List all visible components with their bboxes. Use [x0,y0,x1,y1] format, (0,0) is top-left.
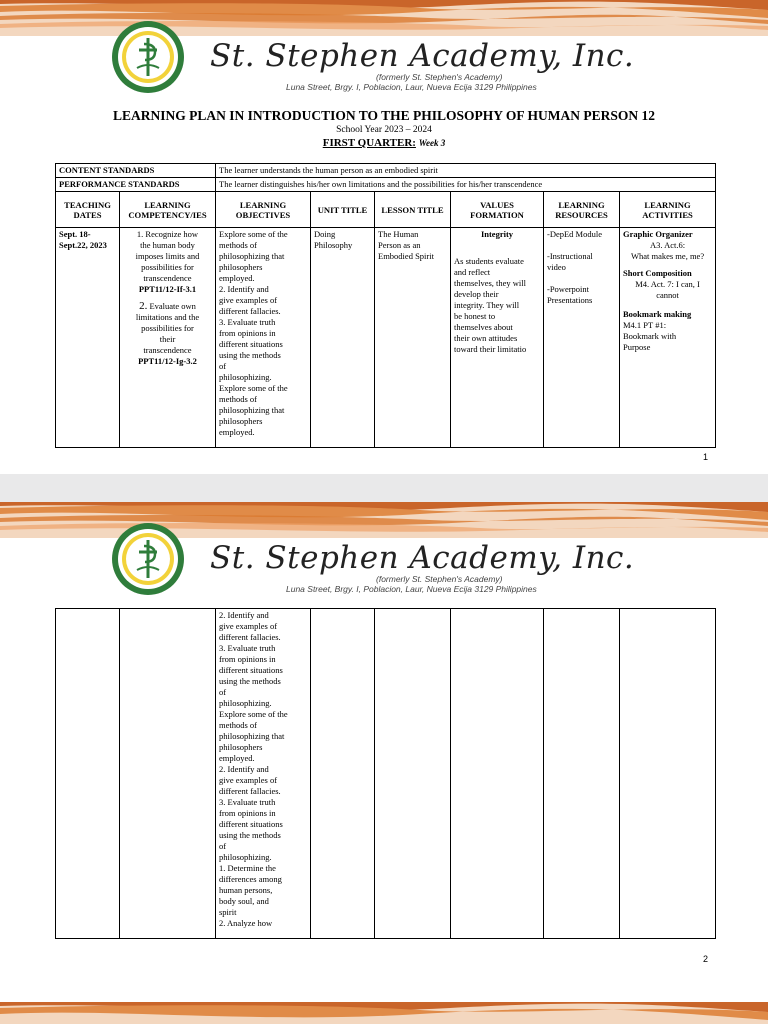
learning-plan-table-continued [55,608,716,939]
content-standards-value: The learner understands the human person as an embodied spirit [216,164,716,178]
school-former-name: (formerly St. Stephen's Academy) [376,72,503,82]
performance-standards-value: The learner distinguishes his/her own limitations and the possibilities for his/her transcendence [216,178,716,192]
page-2 [0,502,768,1024]
competency-1-text: 1. Recognize how the human body imposes limits and possibilities for transcendence [135,229,200,283]
week-label: Week 3 [418,138,446,148]
competency-2-number: 2. [139,300,148,312]
page-number: 2 [702,954,708,964]
values-body: As students evaluate and reflect themselves, they will develop their integrity. They will be honest to themselves about their own attitudes toward their limitatio [454,256,527,354]
school-seal-logo [111,20,185,94]
header-teaching-dates: TEACHING DATES [56,192,120,228]
activity-3-body: M4.1 PT #1: Bookmark with Purpose [623,320,677,352]
values-formation-cell [451,228,544,448]
competency-2-text: Evaluate own limitations and the possibilities for their transcendence [135,301,200,355]
lesson-title-cell: The Human Person as an Embodied Spirit [375,228,451,448]
content-standards-label: CONTENT STANDARDS [56,164,216,178]
resources-cell [544,609,620,939]
activities-cell [620,609,716,939]
lesson-title-cell [375,609,451,939]
page-1 [0,0,768,474]
competency-cell [120,228,216,448]
school-name: St. Stephen Academy, Inc. [210,38,635,74]
activities-cell [620,228,716,448]
quarter-heading [0,137,768,149]
competency-2-code: PPT11/12-Ig-3.2 [138,356,197,366]
competency-2 [123,301,212,356]
activity-1-heading: Graphic Organizer [623,229,693,239]
performance-standards-label: PERFORMANCE STANDARDS [56,178,216,192]
activity-2-body: M4. Act. 7: I can, I cannot [635,279,700,300]
header-learning-competency: LEARNING COMPETENCY/IES [120,192,216,228]
header-learning-activities: LEARNING ACTIVITIES [620,192,716,228]
learning-plan-table [55,163,716,448]
objectives-cell: Explore some of the methods of philosophizing that philosophers employed. 2. Identify and give examples of different fallacies. 3. Evaluate truth from opinions in different situations using the methods of philosophizing. Explore some of the methods of philosophizing that philosophers employed. [216,228,311,448]
teaching-dates-cell [56,609,120,939]
school-seal-logo [111,522,185,596]
values-formation-cell [451,609,544,939]
quarter-label: FIRST QUARTER: [322,137,416,149]
header-learning-objectives: LEARNING OBJECTIVES [216,192,311,228]
school-name: St. Stephen Academy, Inc. [210,540,635,576]
document-title: LEARNING PLAN IN INTRODUCTION TO THE PHILOSOPHY OF HUMAN PERSON 12 [112,108,656,123]
school-address: Luna Street, Brgy. I, Poblacion, Laur, Nueva Ecija 3129 Philippines [286,82,537,92]
unit-title-cell: Doing Philosophy [311,228,375,448]
header-unit-title: UNIT TITLE [311,192,375,228]
school-former-name: (formerly St. Stephen's Academy) [376,574,503,584]
activity-2-heading: Short Composition [623,268,692,278]
header-learning-resources: LEARNING RESOURCES [544,192,620,228]
next-page-banner [0,1002,768,1024]
activity-3-heading: Bookmark making [623,309,692,319]
activity-1-body: A3. Act.6: What makes me, me? [630,240,705,261]
page-gap [0,474,768,502]
competency-1-code: PPT11/12-If-3.1 [138,284,197,294]
unit-title-cell [311,609,375,939]
header-values-formation: VALUES FORMATION [451,192,544,228]
competency-cell [120,609,216,939]
values-heading: Integrity [480,229,514,239]
school-year: School Year 2023 – 2024 [336,125,432,135]
teaching-dates-cell: Sept. 18- Sept.22, 2023 [56,228,120,448]
objectives-cell: 2. Identify and give examples of different fallacies. 3. Evaluate truth from opinions in different situations using the methods of philosophizing. Explore some of the methods of philosophizing that philosophers employed. 2. Identify and give examples of different fallacies. 3. Evaluate truth from opinions in different situations using the methods of philosophizing. 1. Determine the differences among human persons, body soul, and spirit 2. Analyze how [216,609,311,939]
resources-cell: -DepEd Module -Instructional video -Powerpoint Presentations [544,228,620,448]
header-lesson-title: LESSON TITLE [375,192,451,228]
page-number: 1 [702,452,708,462]
school-address: Luna Street, Brgy. I, Poblacion, Laur, Nueva Ecija 3129 Philippines [286,584,537,594]
